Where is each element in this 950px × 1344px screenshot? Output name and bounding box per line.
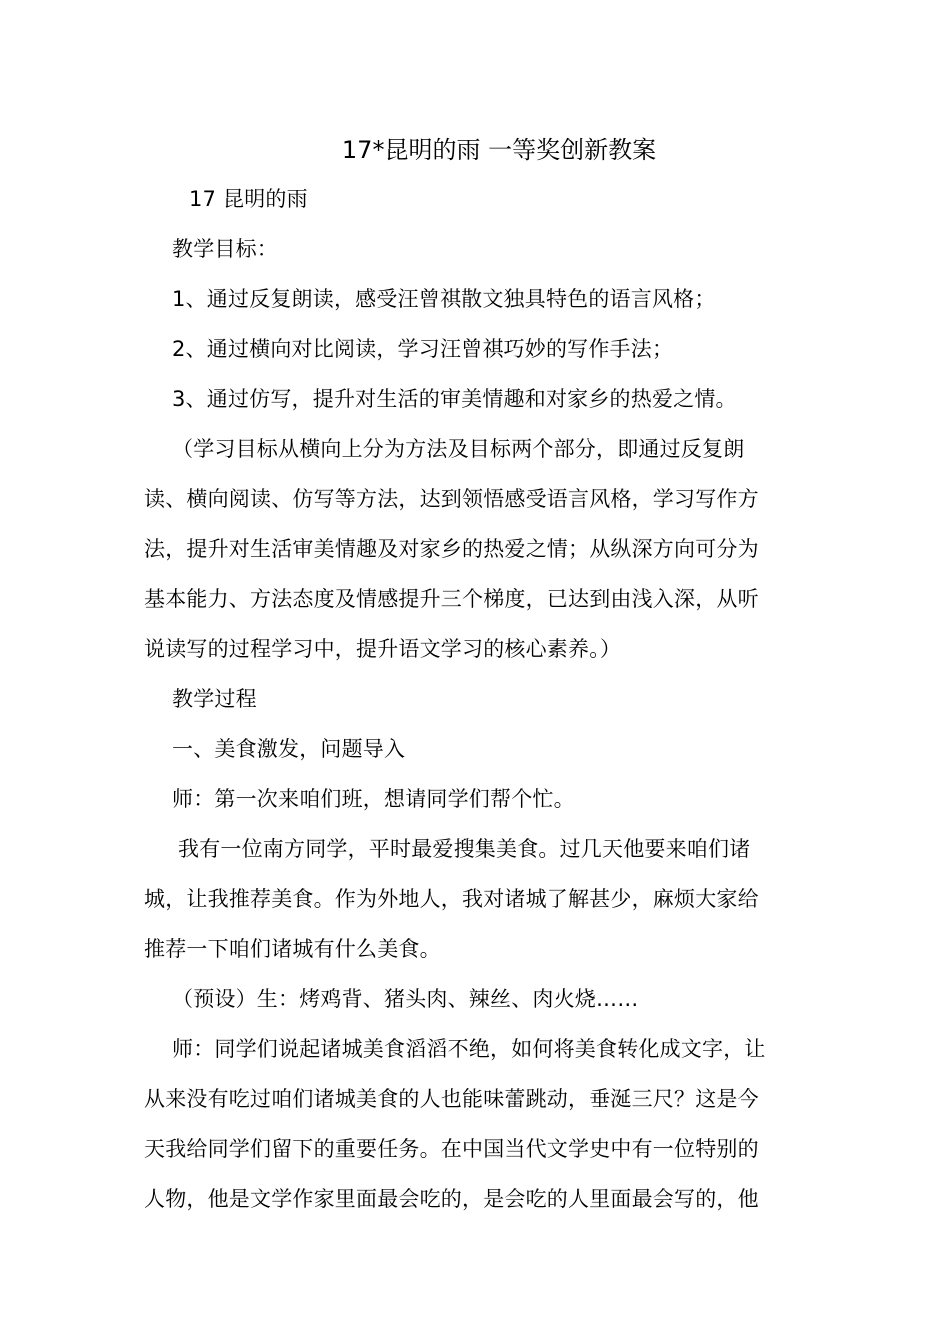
paragraph-2-line-1: 师：同学们说起诸城美食滔滔不绝，如何将美食转化成文字，让	[172, 1037, 766, 1061]
process-heading: 教学过程	[172, 687, 257, 711]
lesson-heading: 17 昆明的雨	[189, 187, 308, 211]
student-answer: （预设）生：烤鸡背、猪头肉、辣丝、肉火烧……	[172, 987, 639, 1011]
paragraph-2-line-3: 天我给同学们留下的重要任务。在中国当代文学史中有一位特别的	[144, 1137, 759, 1161]
objective-3: 3、通过仿写，提升对生活的审美情趣和对家乡的热爱之情。	[172, 387, 737, 411]
paragraph-2-line-4: 人物，他是文学作家里面最会吃的，是会吃的人里面最会写的，他	[144, 1187, 759, 1211]
objectives-note-line-4: 基本能力、方法态度及情感提升三个梯度，已达到由浅入深，从听	[144, 587, 759, 611]
section-1-heading: 一、美食激发，问题导入	[172, 737, 406, 761]
paragraph-1-line-3: 推荐一下咱们诸城有什么美食。	[144, 937, 441, 961]
objectives-note-line-1: （学习目标从横向上分为方法及目标两个部分，即通过反复朗	[172, 437, 745, 461]
teacher-line-1: 师：第一次来咱们班，想请同学们帮个忙。	[172, 787, 575, 811]
paragraph-2-line-2: 从来没有吃过咱们诸城美食的人也能味蕾跳动，垂涎三尺？这是今	[144, 1087, 759, 1111]
paragraph-1-line-1: 我有一位南方同学，平时最爱搜集美食。过几天他要来咱们诸	[178, 837, 751, 861]
objectives-note-line-2: 读、横向阅读、仿写等方法，达到领悟感受语言风格，学习写作方	[144, 487, 759, 511]
paragraph-1-line-2: 城，让我推荐美食。作为外地人，我对诸城了解甚少，麻烦大家给	[144, 887, 759, 911]
objective-1: 1、通过反复朗读，感受汪曾祺散文独具特色的语言风格；	[172, 287, 716, 311]
objectives-note-line-5: 说读写的过程学习中，提升语文学习的核心素养。）	[144, 637, 622, 661]
objective-2: 2、通过横向对比阅读，学习汪曾祺巧妙的写作手法；	[172, 337, 674, 361]
objectives-note-line-3: 法，提升对生活审美情趣及对家乡的热爱之情；从纵深方向可分为	[144, 537, 759, 561]
objectives-heading: 教学目标：	[172, 237, 278, 261]
document-title: 17*昆明的雨 一等奖创新教案	[341, 136, 657, 164]
